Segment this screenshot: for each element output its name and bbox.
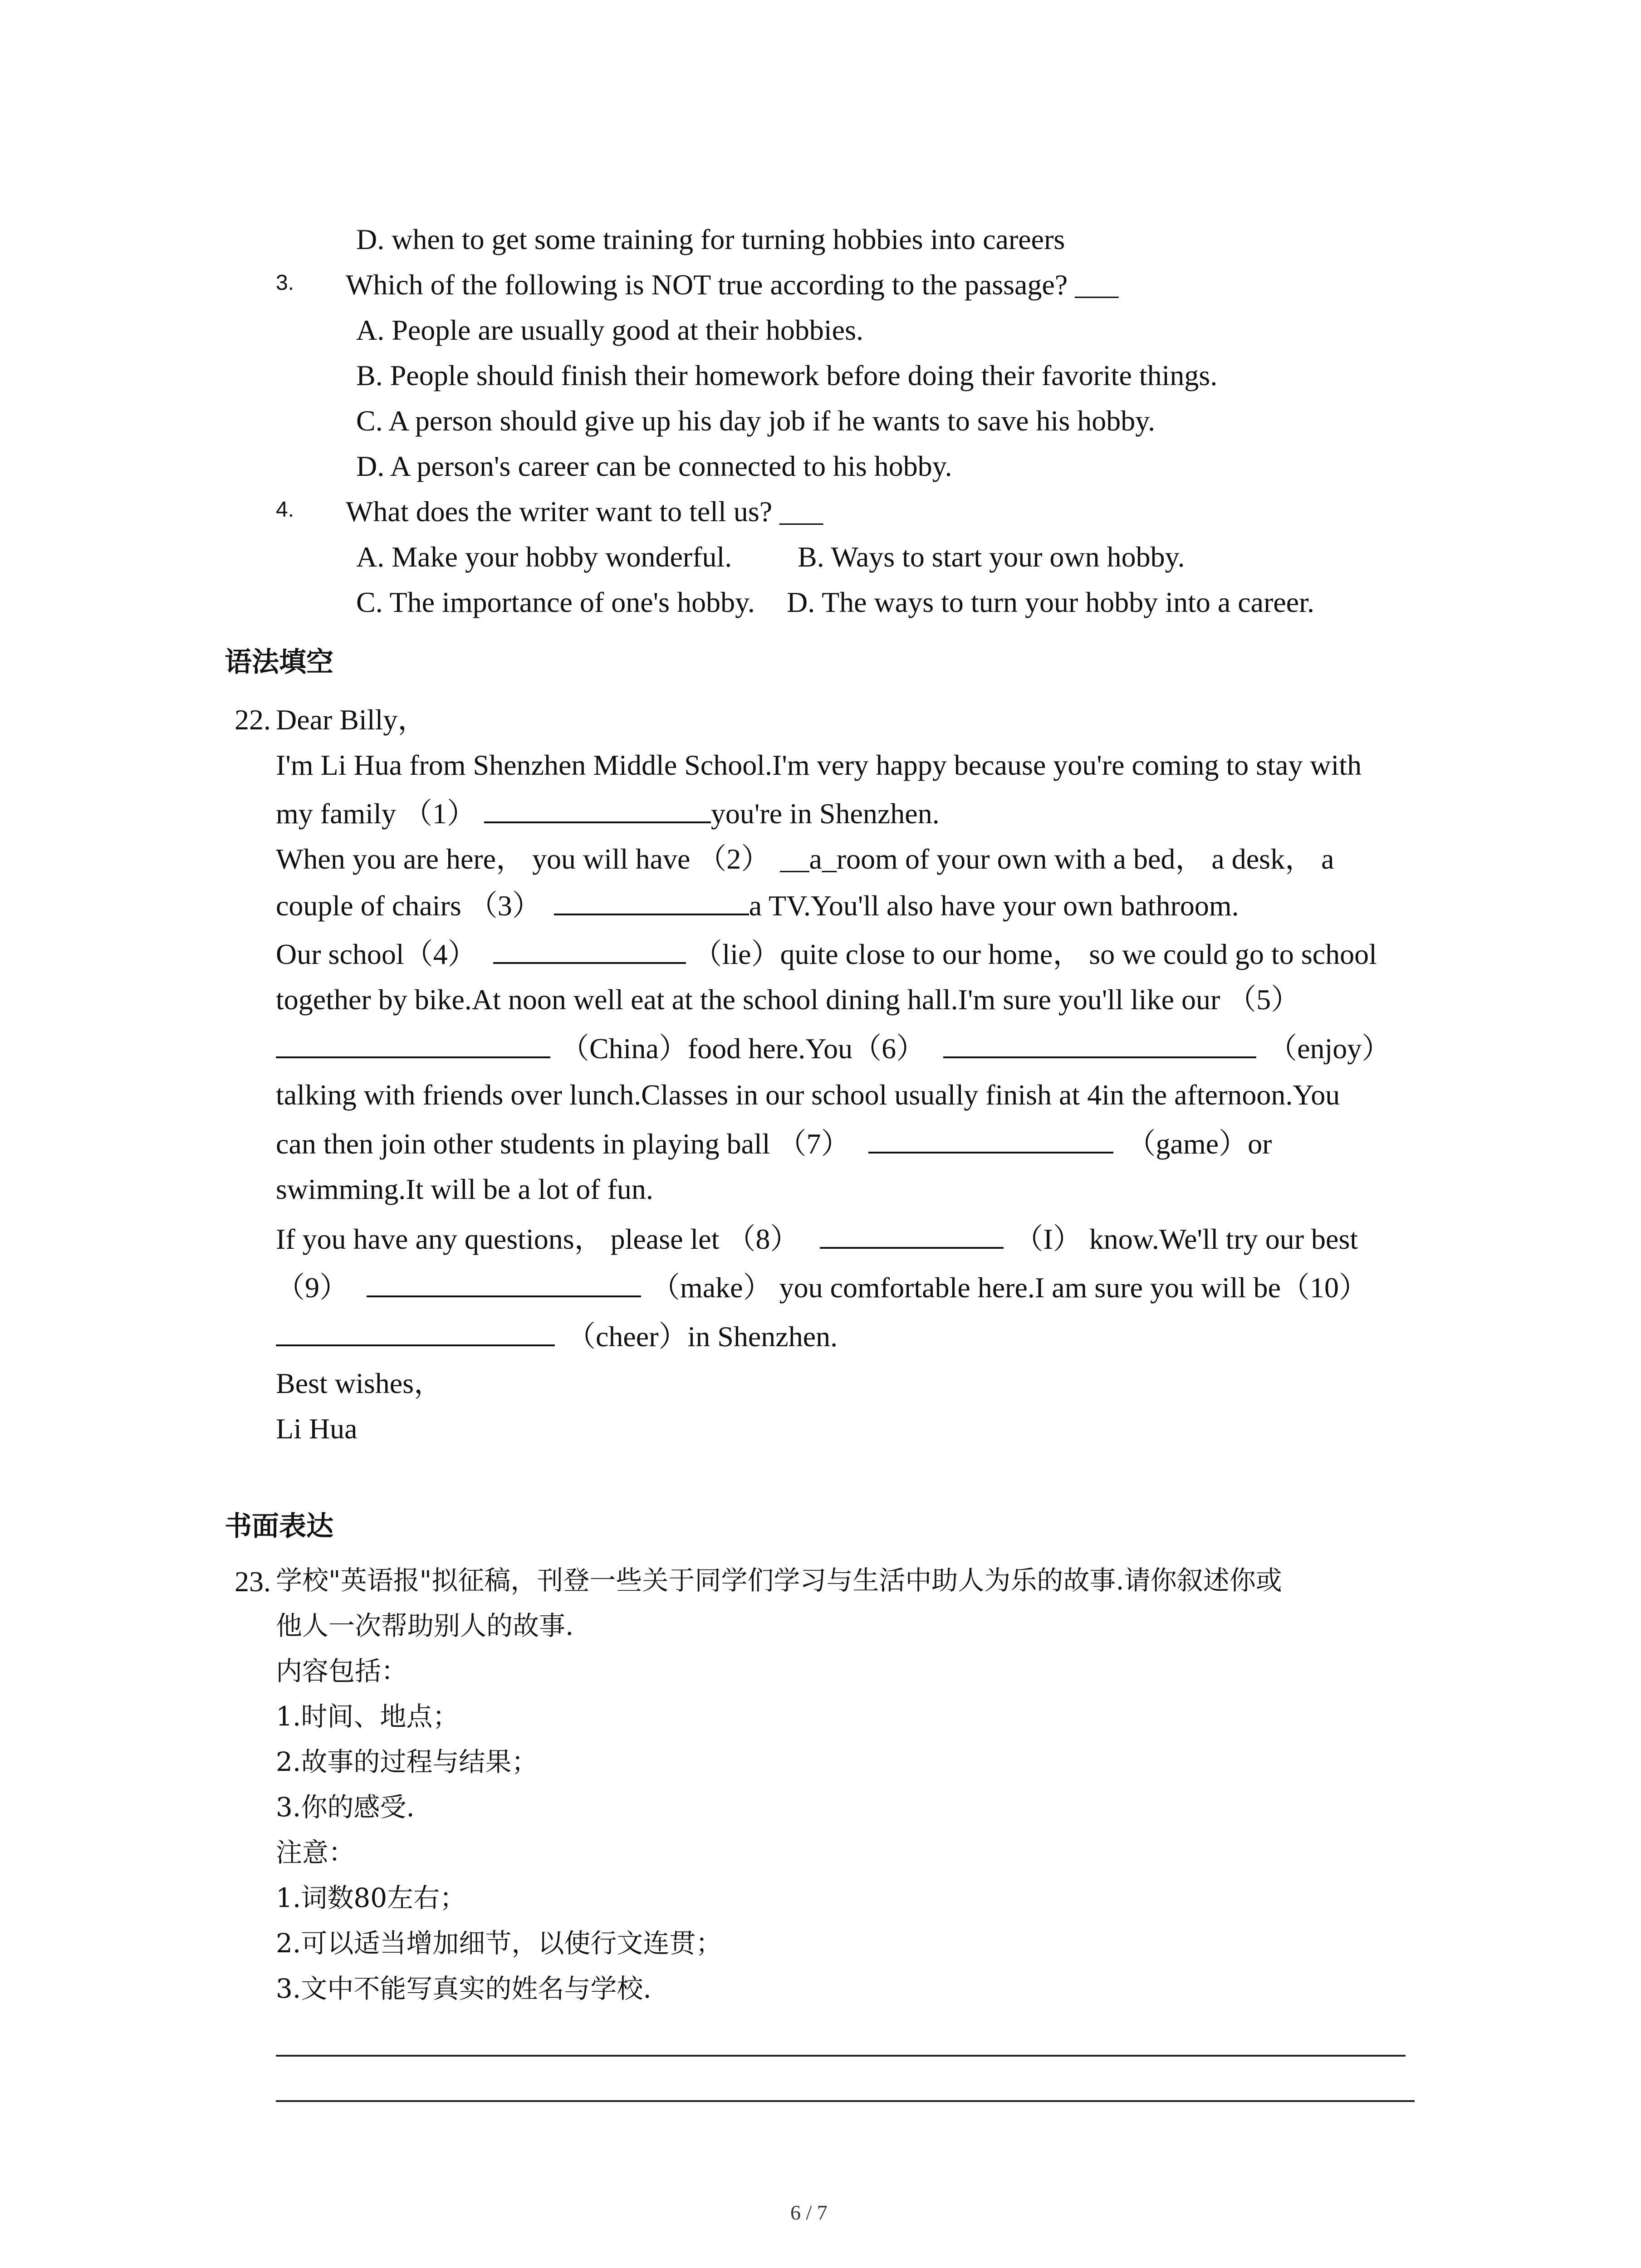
letter-line-9 (276, 1129, 1272, 1158)
q3-option-a: A. People are usually good at their hobbies. (356, 314, 863, 346)
blank-7-prefix: can then join other students in playing ball （7） (276, 1128, 850, 1160)
note-label: 注意： (276, 1837, 355, 1868)
blank-10-suffix: （cheer）in Shenzhen. (567, 1320, 838, 1353)
letter-line-4 (276, 891, 1239, 920)
blank-4-prefix: Our school（4） (276, 938, 477, 970)
note-item-1: 1.词数80左右； (276, 1882, 466, 1913)
blank-8-suffix: （I） know.We'll try our best (1014, 1223, 1358, 1255)
blank-2-prefix: When you are here， you will have （2） (276, 843, 770, 875)
blank-1-suffix: you're in Shenzhen. (710, 797, 940, 830)
q3-option-c: C. A person should give up his day job if he wants to save his hobby. (356, 405, 1156, 437)
content-item-1: 1.时间、地点； (276, 1701, 459, 1732)
blank-3[interactable] (554, 892, 749, 915)
content-item-3: 3.你的感受. (276, 1792, 415, 1823)
q4-option-d: D. The ways to turn your hobby into a career. (787, 586, 1314, 618)
letter-line-8: talking with friends over lunch.Classes in our school usually finish at 4in the afternoon.You (276, 1079, 1340, 1111)
blank-7-suffix: （game）or (1127, 1128, 1272, 1160)
letter-line-12 (276, 1273, 1368, 1302)
blank-3-suffix: a TV.You'll also have your own bathroom. (749, 890, 1239, 922)
blank-2-answer-line: __a_room of your own with a bed， a desk， a (780, 843, 1334, 875)
letter-salutation: Dear Billy， (276, 704, 427, 736)
q4-option-a: A. Make your hobby wonderful. (356, 541, 732, 573)
blank-3-prefix: couple of chairs （3） (276, 890, 541, 922)
note-item-2: 2.可以适当增加细节，以使行文连贯； (276, 1928, 722, 1959)
q22-number: 22. (235, 704, 271, 736)
page-number: 6 / 7 (790, 2201, 828, 2224)
q4-option-b: B. Ways to start your own hobby. (798, 541, 1185, 573)
blank-8[interactable] (820, 1225, 1004, 1249)
blank-8-prefix: If you have any questions， please let （8） (276, 1223, 799, 1255)
q3-option-d: D. A person's career can be connected to his hobby. (356, 450, 952, 482)
q3-stem: Which of the following is NOT true according to the passage? ___ (346, 269, 1119, 301)
letter-line-10: swimming.It will be a lot of fun. (276, 1173, 653, 1205)
letter-line-7 (276, 1034, 1391, 1063)
blank-4[interactable] (493, 940, 686, 964)
letter-line-3 (276, 845, 1334, 874)
q2-option-d: D. when to get some training for turning hobbies into careers (356, 223, 1065, 255)
content-label: 内容包括： (276, 1656, 408, 1686)
writing-section-title: 书面表达 (225, 1510, 333, 1542)
q4-stem: What does the writer want to tell us? ___ (346, 495, 823, 528)
q3-option-b: B. People should finish their homework before doing their favorite things. (356, 359, 1218, 391)
q4-option-c: C. The importance of one's hobby. (356, 586, 755, 618)
blank-6[interactable] (943, 1035, 1256, 1058)
letter-line-6: together by bike.At noon well eat at the school dining hall.I'm sure you'll like our （5） (276, 983, 1300, 1016)
writing-prompt-line-2: 他人一次帮助别人的故事. (276, 1610, 574, 1641)
letter-closing: Best wishes， (276, 1367, 443, 1399)
blank-1[interactable] (484, 800, 711, 823)
letter-line-2 (276, 799, 940, 828)
answer-line-1[interactable] (276, 2055, 1406, 2057)
grammar-section-title: 语法填空 (225, 646, 333, 678)
answer-line-2[interactable] (276, 2100, 1415, 2102)
blank-9-prefix: （9） (276, 1271, 348, 1304)
content-item-2: 2.故事的过程与结果； (276, 1746, 538, 1777)
letter-signature: Li Hua (276, 1413, 358, 1445)
note-item-3: 3.文中不能写真实的姓名与学校. (276, 1973, 652, 2004)
blank-1-prefix: my family （1） (276, 797, 476, 830)
blank-10[interactable] (276, 1323, 555, 1346)
blank-9-suffix: （make） you comfortable here.I am sure you will be（10） (651, 1271, 1368, 1304)
blank-7[interactable] (868, 1130, 1113, 1154)
q23-number: 23. (235, 1565, 271, 1598)
letter-line-11 (276, 1225, 1358, 1254)
q4-number: 4. (276, 498, 294, 522)
blank-5[interactable] (276, 1035, 550, 1058)
blank-4-suffix: （lie）quite close to our home， so we could go to school (693, 938, 1377, 970)
blank-5-suffix: （China）food here.You（6） (560, 1032, 926, 1065)
letter-line-1: I'm Li Hua from Shenzhen Middle School.I'm very happy because you're coming to stay with (276, 749, 1362, 781)
letter-line-13 (276, 1322, 838, 1351)
blank-6-suffix: （enjoy） (1268, 1032, 1391, 1065)
blank-9[interactable] (367, 1274, 641, 1297)
q3-number: 3. (276, 271, 294, 295)
letter-line-5 (276, 940, 1377, 969)
writing-prompt-line-1: 学校"英语报"拟征稿，刊登一些关于同学们学习与生活中助人为乐的故事.请你叙述你或 (276, 1565, 1282, 1596)
